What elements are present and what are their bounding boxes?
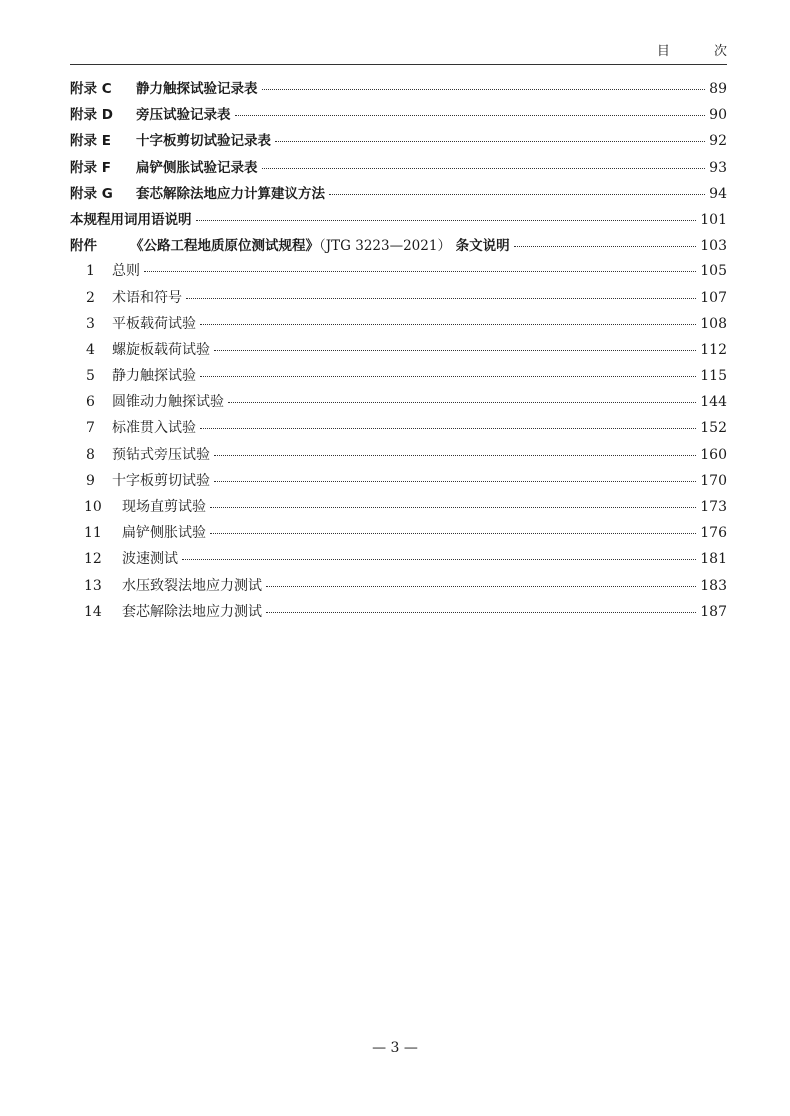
toc-sub-entry[interactable] [70, 260, 727, 286]
toc-sub-entry-number: 1 [86, 263, 95, 280]
toc-sub-entry-page: 176 [700, 525, 727, 542]
toc-sub-entry-number: 9 [86, 472, 95, 489]
dot-leader [200, 324, 696, 325]
toc-sub-entry-title: 水压致裂法地应力测试 [122, 577, 262, 594]
toc-sub-entry[interactable] [70, 444, 727, 470]
toc-sub-entry-title: 总则 [112, 263, 140, 280]
toc-entry-title-code: （JTG 3223—2021） [319, 238, 451, 255]
toc-sub-entry-number: 6 [86, 394, 95, 411]
toc-sub-entry-title: 现场直剪试验 [122, 499, 206, 515]
toc-sub-entry[interactable] [70, 287, 727, 313]
toc-entry-title: 扁铲侧胀试验记录表 [136, 159, 258, 176]
toc-sub-entry-title: 扁铲侧胀试验 [122, 525, 206, 542]
toc-entry-title: 十字板剪切试验记录表 [136, 133, 271, 150]
toc-entry-page: 101 [700, 211, 727, 228]
dot-leader [200, 428, 696, 429]
toc-sub-entry[interactable] [70, 548, 727, 574]
toc-entry[interactable] [70, 208, 727, 234]
toc-sub-entry-title: 圆锥动力触探试验 [112, 394, 224, 411]
toc-sub-entry-page: 183 [700, 577, 727, 594]
dot-leader [266, 612, 696, 613]
toc-sub-entry[interactable] [70, 313, 727, 339]
dot-leader [514, 246, 697, 247]
toc-sub-entry-page: 112 [700, 341, 727, 358]
toc-entry-number: 附录 C [70, 81, 112, 97]
dot-leader [186, 298, 696, 299]
toc-entry-page: 93 [709, 159, 727, 176]
toc-sub-entry-number: 11 [84, 525, 102, 542]
toc-entry-title-name: 《公路工程地质原位测试规程》 [130, 238, 319, 255]
dot-leader [329, 194, 705, 195]
toc-sub-entry-title: 十字板剪切试验 [112, 472, 210, 489]
running-header [70, 38, 747, 65]
toc-sub-entry-title: 术语和符号 [112, 289, 182, 306]
toc-sub-entry-title: 静力触探试验 [112, 368, 196, 385]
toc-entry[interactable] [70, 103, 727, 129]
toc-sub-entry-title: 螺旋板载荷试验 [112, 341, 210, 358]
toc-sub-list [70, 260, 727, 627]
toc-sub-entry-title: 波速测试 [122, 551, 178, 568]
toc-sub-entry-number: 8 [86, 446, 95, 463]
toc-sub-entry-title: 预钻式旁压试验 [112, 446, 210, 463]
toc-sub-entry[interactable] [70, 575, 727, 601]
toc-sub-entry-page: 144 [700, 394, 727, 411]
toc-sub-entry-title: 平板载荷试验 [112, 315, 196, 332]
toc-sub-entry-title: 套芯解除法地应力测试 [122, 603, 262, 620]
toc-sub-entry-page: 108 [700, 315, 727, 332]
toc-sub-entry-page: 187 [700, 603, 727, 620]
toc-sub-entry[interactable] [70, 496, 727, 522]
toc-sub-entry-page: 115 [700, 368, 727, 385]
toc-entry-title: 静力触探试验记录表 [136, 81, 258, 97]
toc-sub-entry[interactable] [70, 601, 727, 627]
toc-entry-title [130, 234, 510, 254]
dot-leader [214, 455, 696, 456]
toc-sub-entry-page: 170 [700, 472, 727, 489]
toc-sub-entry-number: 7 [86, 420, 95, 437]
toc-sub-entry-number: 5 [86, 368, 95, 385]
toc-entry[interactable] [70, 234, 727, 260]
toc-entry[interactable] [70, 77, 727, 103]
toc-entry-page: 90 [709, 107, 727, 124]
dot-leader [210, 507, 696, 508]
toc-sub-entry-number: 2 [86, 289, 95, 306]
toc-entry-number: 附录 D [70, 107, 113, 124]
toc-sub-entry-page: 181 [700, 551, 727, 568]
toc-sub-entry-number: 10 [84, 499, 102, 515]
toc-sub-entry-page: 160 [700, 446, 727, 463]
toc-entry[interactable] [70, 156, 727, 182]
table-of-contents [70, 77, 727, 627]
toc-sub-entry-number: 14 [84, 603, 102, 620]
toc-entry-title: 套芯解除法地应力计算建议方法 [136, 185, 325, 202]
toc-entry-title-suffix: 条文说明 [455, 238, 510, 255]
toc-entry-page: 103 [700, 238, 727, 255]
dot-leader [144, 271, 696, 272]
toc-entry-number: 附录 G [70, 185, 113, 202]
dot-leader [228, 402, 696, 403]
toc-sub-entry[interactable] [70, 391, 727, 417]
toc-sub-entry-page: 173 [700, 499, 727, 515]
toc-sub-entry-page: 107 [700, 289, 727, 306]
toc-sub-entry[interactable] [70, 339, 727, 365]
toc-entry-title: 旁压试验记录表 [136, 107, 231, 124]
dot-leader [182, 559, 696, 560]
toc-entry-number: 附录 F [70, 159, 111, 176]
toc-sub-entry-title: 标准贯入试验 [112, 420, 196, 437]
dot-leader [210, 533, 696, 534]
dot-leader [200, 376, 696, 377]
toc-entry-page: 94 [709, 185, 727, 202]
toc-sub-entry[interactable] [70, 365, 727, 391]
toc-sub-entry-number: 3 [86, 315, 95, 332]
dot-leader [196, 220, 697, 221]
toc-sub-entry-page: 105 [700, 263, 727, 280]
toc-sub-entry[interactable] [70, 470, 727, 496]
dot-leader [214, 481, 696, 482]
toc-entry[interactable] [70, 182, 727, 208]
toc-sub-entry-number: 12 [84, 551, 102, 568]
toc-sub-entry[interactable] [70, 417, 727, 443]
toc-entry[interactable] [70, 129, 727, 155]
toc-entry-page: 89 [709, 81, 727, 97]
toc-sub-entry-page: 152 [700, 420, 727, 437]
page-number: — 3 — [372, 1040, 418, 1056]
dot-leader [262, 168, 706, 169]
toc-entry-number: 附件 [70, 238, 97, 255]
toc-entry-number: 附录 E [70, 133, 111, 150]
toc-sub-entry-number: 13 [84, 577, 102, 594]
toc-sub-entry-number: 4 [86, 341, 95, 358]
dot-leader [235, 115, 706, 116]
toc-entry-page: 92 [709, 133, 727, 150]
toc-entry-title: 本规程用词用语说明 [70, 211, 192, 228]
toc-sub-entry[interactable] [70, 522, 727, 548]
dot-leader [214, 350, 696, 351]
dot-leader [275, 141, 705, 142]
dot-leader [266, 586, 696, 587]
section-title: 目 次 [656, 44, 747, 59]
dot-leader [262, 89, 706, 90]
